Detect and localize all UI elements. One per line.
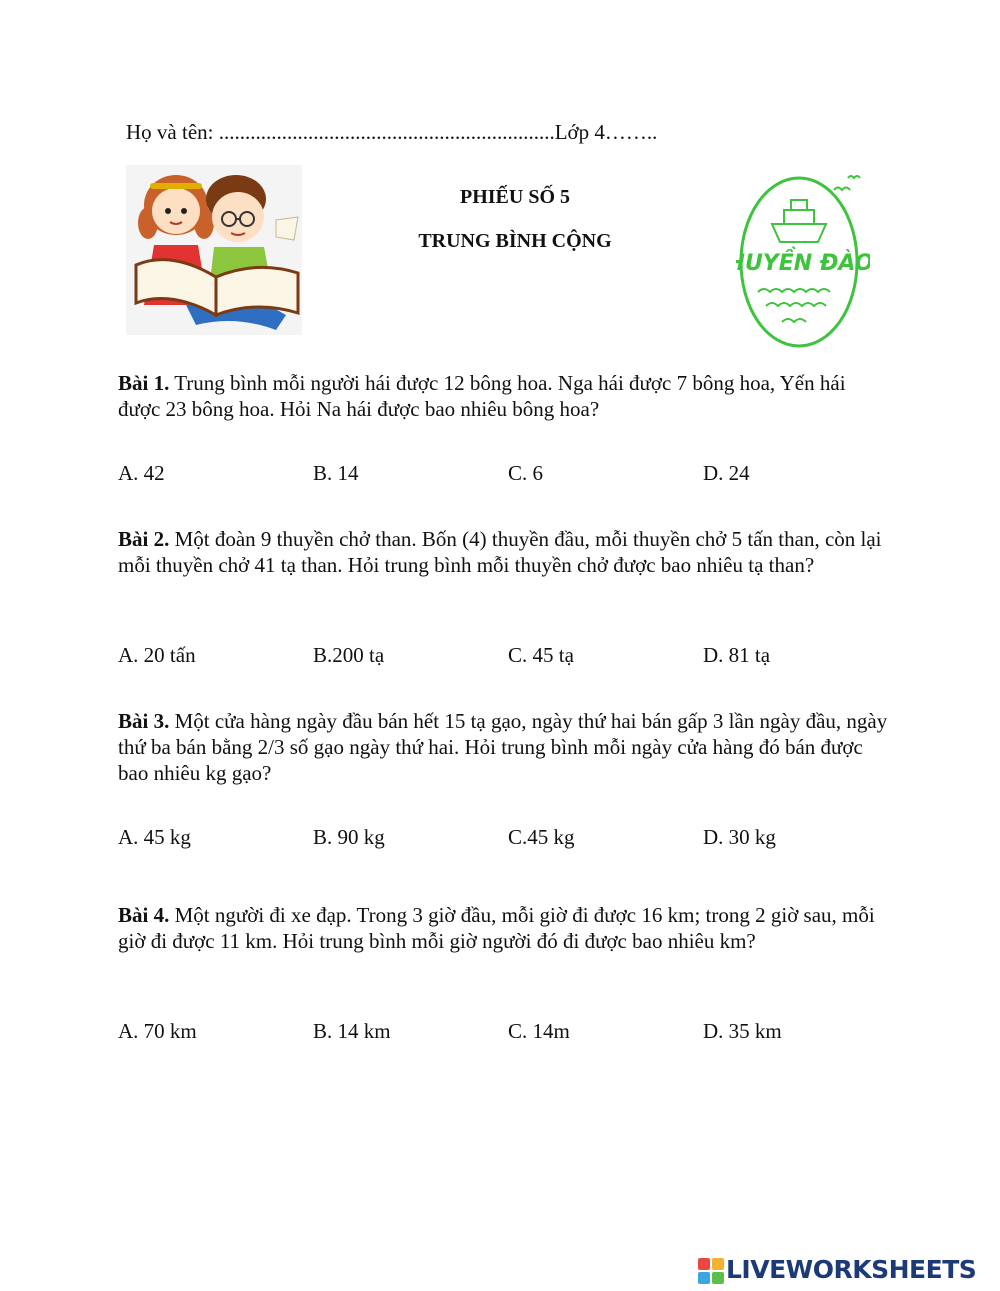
- q2-option-d[interactable]: D. 81 tạ: [703, 643, 771, 667]
- question-2-label: Bài 2.: [118, 527, 170, 551]
- question-1-options: [118, 461, 898, 491]
- question-1-text: Trung bình mỗi người hái được 12 bông hoa. Nga hái được 7 bông hoa, Yến hái được 23 bông hoa. Hỏi Na hái được bao nhiêu bông hoa?: [118, 371, 846, 421]
- question-4-label: Bài 4.: [118, 903, 170, 927]
- q4-option-c[interactable]: C. 14m: [508, 1019, 570, 1043]
- q3-option-b[interactable]: B. 90 kg: [313, 825, 385, 849]
- question-3: [118, 708, 893, 786]
- question-2: [118, 526, 893, 578]
- question-1: [118, 370, 893, 422]
- q2-option-a[interactable]: A. 20 tấn: [118, 643, 196, 667]
- q4-option-a[interactable]: A. 70 km: [118, 1019, 197, 1043]
- question-1-label: Bài 1.: [118, 371, 170, 395]
- q1-option-a[interactable]: A. 42: [118, 461, 165, 485]
- question-3-options: [118, 825, 898, 855]
- q1-option-c[interactable]: C. 6: [508, 461, 544, 485]
- question-2-text: Một đoàn 9 thuyền chở than. Bốn (4) thuyền đầu, mỗi thuyền chở 5 tấn than, còn lại mỗi thuyền chở 41 tạ than. Hỏi trung bình mỗi thuyền chở được bao nhiêu tạ than?: [118, 527, 882, 577]
- q1-option-b[interactable]: B. 14: [313, 461, 359, 485]
- q3-option-a[interactable]: A. 45 kg: [118, 825, 191, 849]
- question-3-text: Một cửa hàng ngày đầu bán hết 15 tạ gạo, ngày thứ hai bán gấp 3 lần ngày đầu, ngày thứ ba bán bằng 2/3 số gạo ngày thứ hai. Hỏi trung bình mỗi ngày cửa hàng đó bán được bao nhiêu kg gạo?: [118, 709, 888, 785]
- liveworksheets-logo-icon: [698, 1258, 724, 1284]
- q2-option-c[interactable]: C. 45 tạ: [508, 643, 574, 667]
- q1-option-d[interactable]: D. 24: [703, 461, 750, 485]
- question-3-label: Bài 3.: [118, 709, 170, 733]
- q3-option-d[interactable]: D. 30 kg: [703, 825, 776, 849]
- q2-option-b[interactable]: B.200 tạ: [313, 643, 385, 667]
- q4-option-b[interactable]: B. 14 km: [313, 1019, 391, 1043]
- question-2-options: [118, 643, 898, 673]
- q3-option-c[interactable]: C.45 kg: [508, 825, 575, 849]
- worksheet-number-title: PHIẾU SỐ 5: [459, 186, 571, 208]
- kids-reading-illustration: [126, 165, 302, 335]
- name-class-line: Họ và tên: ................................................................Lớp 4……..: [126, 120, 658, 144]
- q4-option-d[interactable]: D. 35 km: [703, 1019, 782, 1043]
- worksheet-topic-title: TRUNG BÌNH CỘNG: [418, 230, 612, 252]
- liveworksheets-brand-text: LIVEWORKSHEETS: [726, 1255, 977, 1284]
- huyen-dao-stamp-logo: [736, 170, 870, 350]
- question-4: [118, 902, 893, 954]
- stamp-text: HUYỀN ĐÀO: [736, 251, 870, 276]
- question-4-text: Một người đi xe đạp. Trong 3 giờ đầu, mỗi giờ đi được 16 km; trong 2 giờ sau, mỗi giờ đi được 11 km. Hỏi trung bình mỗi giờ người đó đi được bao nhiêu km?: [118, 903, 875, 953]
- question-4-options: [118, 1019, 898, 1049]
